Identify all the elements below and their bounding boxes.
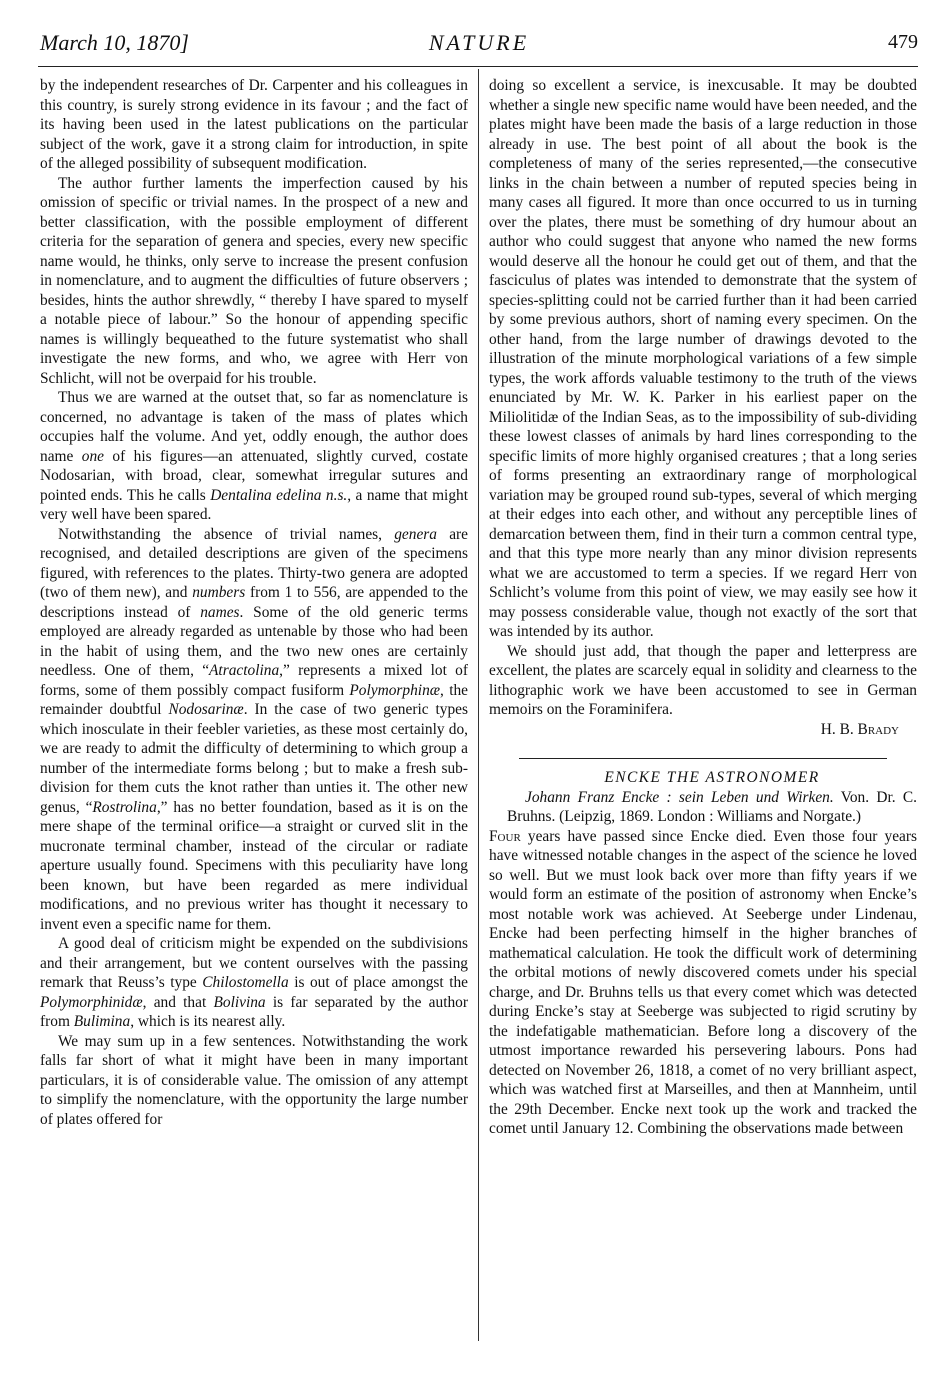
paragraph bbox=[40, 388, 468, 525]
italic-text: genera bbox=[394, 525, 437, 543]
italic-text: Rostrolina bbox=[92, 798, 157, 816]
italic-text: one bbox=[81, 447, 104, 465]
page-number: 479 bbox=[888, 31, 918, 53]
text-run: Notwithstanding the absence of trivial names, bbox=[58, 525, 395, 543]
left-column bbox=[40, 76, 468, 1129]
paragraph bbox=[489, 642, 917, 720]
text-run: The author further laments the imperfection caused by his omission of specific or trivial names. In the prospect of a new and better classification, with the possible employment of different criteria for the separation of genera and species, every new specific name would, he thinks, only serve to increase the present confusion in nomenclature, and to augment the difficulties of future observers ; besides, hints the author shrewdly, “ thereby I have spared to myself a notable piece of labour.” So the honour of appending specific names is willingly bequeathed to the future systematist who shall investigate the new forms, and who, we agree with Herr von Schlicht, will not be overpaid for his trouble. bbox=[40, 174, 468, 387]
text-run: by the independent researches of Dr. Carpenter and his colleagues in this country, is surely strong evidence in its favour ; and the fact of its having been used in the latest publications on the particular subject of the work, gave it a strong claim for introduction, in spite of the alleged possibility of subsequent modification. bbox=[40, 77, 468, 172]
paragraph bbox=[40, 1032, 468, 1130]
italic-text: Atractolina bbox=[209, 662, 280, 679]
text-run: . Some of the old generic terms employed are already regarded as untenable by those who had been in the habit of using them, and the two new ones are certainly needless. One of them, “ bbox=[40, 603, 468, 679]
book-citation bbox=[489, 788, 917, 827]
italic-text: Dentalina edelina n.s. bbox=[210, 486, 348, 504]
paragraph bbox=[489, 827, 917, 1139]
text-run: ,” represents a mixed lot of forms, some of them possibly compact fusiform bbox=[40, 662, 468, 699]
text-run: is out of place amongst the bbox=[288, 974, 468, 991]
italic-text: numbers bbox=[192, 584, 246, 601]
italic-text: Bulimina bbox=[73, 1013, 131, 1030]
text-run: , the remainder doubtful bbox=[40, 681, 468, 718]
text-run: , a name that might very well have been spared. bbox=[40, 486, 468, 523]
text-run: , which is its nearest ally. bbox=[130, 1013, 286, 1030]
italic-text: Nodosarinæ bbox=[168, 701, 244, 718]
text-run: of his figures—an attenuated, slightly curved, costate Nodosarian, with broad, clear, somewhat irregular sutures and pointed ends. This he calls bbox=[40, 447, 468, 504]
issue-date: March 10, 1870] bbox=[40, 30, 189, 55]
text-run: from 1 to 556, are appended to the descriptions instead of bbox=[40, 584, 468, 621]
article-divider bbox=[519, 758, 887, 759]
text-run: We should just add, that though the paper and letterpress are excellent, the plates are scarcely equal in solidity and clearness to the lithographic work we have been accustomed to see in German memoirs on the Foraminifera. bbox=[489, 642, 917, 718]
column-divider bbox=[478, 69, 479, 1341]
text-run: A good deal of criticism might be expended on the subdivisions and their arrangement, but we content ourselves with the passing remark that Reuss’s type bbox=[40, 935, 468, 991]
journal-title: NATURE bbox=[428, 30, 530, 55]
paragraph bbox=[489, 76, 917, 642]
italic-text: Polymorphinidæ bbox=[40, 993, 143, 1011]
text-run: . In the case of two generic types which inosculate in their feebler varieties, as these most certainly do, we are ready to admit the difficulty of determining to which group a number of the intermediate forms belong ; but to make a fresh sub-division for them cuts the knot rather than unties it. The other new genus, “ bbox=[40, 701, 468, 816]
paragraph bbox=[40, 174, 468, 389]
italic-text: Polymorphinæ bbox=[349, 681, 441, 699]
text-run: Thus we are warned at the outset that, so far as nomenclature is concerned, no advantage is taken of the mass of plates which occupies half the volume. And yet, oddly enough, the author does name bbox=[40, 389, 468, 465]
text-run: is far separated by the author from bbox=[40, 993, 468, 1030]
review-conclusion bbox=[489, 76, 917, 720]
text-run: ,” has no better foundation, based as it is on the mere shape of the terminal orifice—a straight or curved slit in the mucronate terminal chamber, instead of the circular or radiate aperture usually found. Specimens with this peculiarity have long been known, but have been regarded as mere individual modifications, and no previous writer has thought it necessary to invent even a specific name for them. bbox=[40, 798, 468, 933]
header-rule bbox=[38, 66, 918, 67]
book-title: Johann Franz Encke : sein Leben und Wirken. bbox=[525, 788, 834, 806]
text-run: years have passed since Encke died. Even those four years have witnessed notable changes in the aspect of the science he loved so well. But we must look back over more than fifty years if we would form an estimate of the position of astronomy when Encke’s most notable work was achieved. At Seeberge under Lindenau, Encke had been perfecting himself in the higher branches of mathematical calculation. He took the difficult work of determining the orbital motions of newly discovered comets under his special charge, and Dr. Bruhns tells us that every comet which was detected during Encke’s stay at Seeberge was subjected to rigid scrutiny by the indefatigable mathematician. Before long a discovery of the utmost importance rewarded his persevering labours. Pons had detected on November 26, 1818, a comet of no very brilliant aspect, which was watched first at Marseilles, and then at Mannheim, until the 29th December. Encke next took up the work and tracked the comet until January 12. Combining the observations made between bbox=[489, 827, 917, 1137]
text-run: , and that bbox=[142, 993, 214, 1011]
italic-text: Chilostomella bbox=[202, 974, 289, 991]
book-publication: Von. Dr. C. Bruhns. (Leipzig, 1869. London : Williams and Norgate.) bbox=[507, 788, 917, 825]
text-run: doing so excellent a service, is inexcusable. It may be doubted whether a single new specific name would have been needed, and the plates might have been made the basis of a large reduction in those already in use. The best point of all about the book is the completeness of many of the series represented,—the consecutive links in the chain between a number of reputed species being in many cases all figured. It more than once occurred to us in turning over the plates, there must be something of dry humour about an author who could suggest that anyone who named the new forms would deserve all the honour he could get out of them, and that the fasciculus of plates was intended to demonstrate that the system of species-splitting could not be carried further than it had been carried by some previous authors, short of naming every specimen. On the other hand, from the large number of drawings devoted to the illustration of the minute morphological variations of a few simple types, the work affords valuable testimony to the truth of the views enunciated by Mr. W. K. Parker in his earliest paper on the Miliolitidæ of the Indian Seas, as to the impossibility of sub-dividing these lowest classes of animals by hard lines corresponding to the specific limits of more highly organised creatures ; that a long series of forms presenting an extraordinary range of morphological variation may be grouped round sub-types, several of which merging at their edges into each other, and without any perceptible lines of demarcation between them, find in their turn a common central type, and that this type more nearly than any minor division represents what we are accustomed to term a species. If we regard Herr von Schlicht’s volume from this point of view, we may easily see how it may possess considerable value, though not exactly of the sort that was intended by its author. bbox=[489, 77, 917, 640]
right-column bbox=[489, 76, 917, 1139]
paragraph bbox=[40, 76, 468, 174]
paragraph bbox=[40, 525, 468, 935]
text-run: We may sum up in a few sentences. Notwithstanding the work falls far short of what it might have been in many important particulars, it is of considerable value. The omission of any attempt to simplify the nomenclature, with the opportunity the large number of plates offered for bbox=[40, 1032, 468, 1128]
author-signature: H. B. Brady bbox=[820, 720, 899, 738]
article-title: ENCKE THE ASTRONOMER bbox=[604, 769, 820, 786]
italic-text: names bbox=[200, 603, 240, 621]
paragraph bbox=[40, 934, 468, 1032]
article-body bbox=[489, 827, 917, 1139]
italic-text: Bolivina bbox=[213, 993, 266, 1011]
text-run: are recognised, and detailed descriptions are given of the specimens figured, with references to the plates. Thirty-two genera are adopted (two of them new), and bbox=[40, 525, 469, 601]
page-header bbox=[40, 30, 918, 64]
lead-word: Four bbox=[489, 827, 521, 845]
